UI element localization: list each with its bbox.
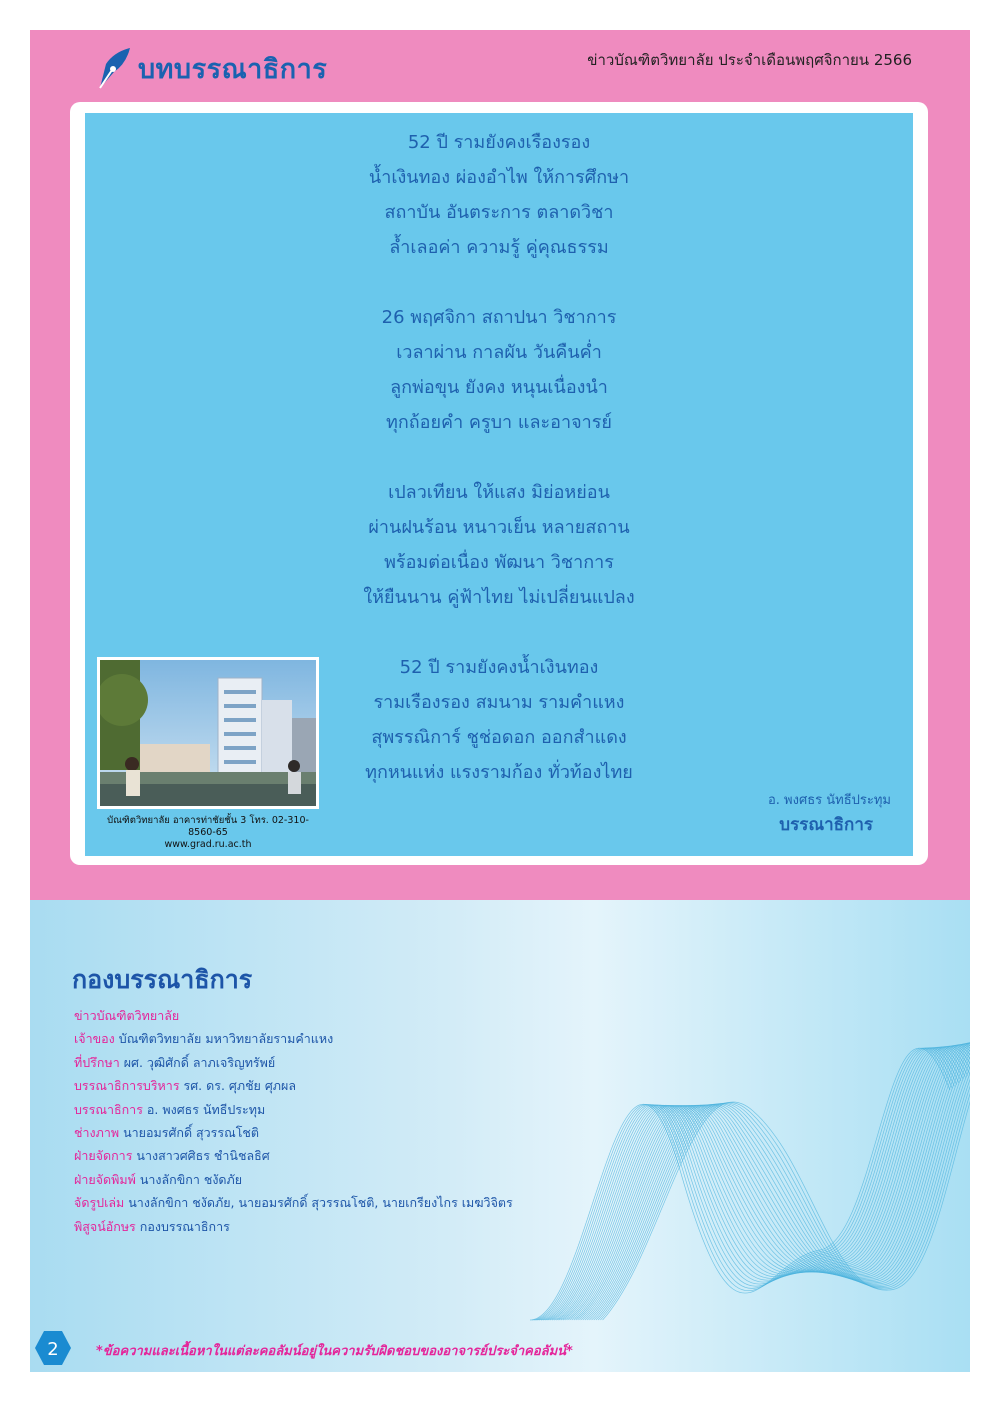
poem-stanza (85, 475, 913, 615)
poem-line: เวลาผ่าน กาลผัน วันคืนค่ำ (396, 342, 602, 363)
poem-line: ผ่านฝนร้อน หนาวเย็น หลายสถาน (368, 517, 630, 538)
board-row (74, 1004, 513, 1027)
editorial-card (70, 102, 928, 865)
board-member: นายอมรศักดิ์ สุวรรณโชติ (123, 1124, 260, 1140)
board-role: พิสูจน์อักษร (74, 1218, 136, 1234)
section-logo (96, 46, 327, 90)
poem-line: ให้ยืนนาน คู่ฟ้าไทย ไม่เปลี่ยนแปลง (363, 587, 635, 608)
section-title: บทบรรณาธิการ (138, 53, 328, 85)
board-member: อ. พงศธร นัทธีประทุม (146, 1101, 266, 1117)
board-member: กองบรรณาธิการ (139, 1218, 230, 1234)
board-row (74, 1191, 513, 1214)
board-row (74, 1215, 513, 1238)
poem-line: เปลวเทียน ให้แสง มิย่อหย่อน (388, 482, 610, 503)
poem-line: 26 พฤศจิกา สถาปนา วิชาการ (381, 307, 617, 328)
board-row (74, 1051, 513, 1074)
poem-line: ลูกพ่อขุน ยังคง หนุนเนื่องนำ (390, 377, 608, 398)
author-name: อ. พงศธร นัทธีประทุม (767, 793, 891, 808)
board-role: ฝ่ายจัดการ (74, 1148, 133, 1164)
poem-line: พร้อมต่อเนื่อง พัฒนา วิชาการ (384, 552, 614, 573)
photo-caption-line2: www.grad.ru.ac.th (164, 839, 252, 850)
board-role: จัดรูปเล่ม (74, 1195, 125, 1211)
board-role: บรรณาธิการบริหาร (74, 1078, 180, 1094)
poem-stanza (85, 125, 913, 265)
issue-label: ข่าวบัณฑิตวิทยาลัย ประจำเดือนพฤศจิกายน 2566 (587, 51, 912, 69)
poem-line: ล้ำเลอค่า ความรู้ คู่คุณธรรม (389, 237, 609, 258)
board-row (74, 1121, 513, 1144)
wave-line (532, 1048, 952, 1320)
board-row (74, 1144, 513, 1167)
board-role: เจ้าของ (74, 1031, 115, 1047)
board-member: นางลักขิกา ชงัดภัย (139, 1171, 243, 1187)
top-pink-section (30, 30, 970, 900)
poem-line: 52 ปี รามยังคงน้ำเงินทอง (399, 657, 599, 678)
photo-caption-line1: บัณฑิตวิทยาลัย อาคารท่าชัยชั้น 3 โทร. 02-310-8560-65 (107, 815, 309, 838)
poem-line: ทุกหนแห่ง แรงรามก้อง ทั่วท้องไทย (365, 762, 633, 783)
poem-line: 52 ปี รามยังคงเรืองรอง (407, 132, 591, 153)
poem-line: สถาบัน อันตระการ ตลาดวิชา (384, 202, 614, 223)
board-row (74, 1168, 513, 1191)
board-member: นางสาวศศิธร ชำนิชลธิศ (136, 1148, 270, 1164)
board-role: บรรณาธิการ (74, 1101, 143, 1117)
poem-line: ทุกถ้อยคำ ครูบา และอาจารย์ (386, 412, 612, 433)
board-role: ฝ่ายจัดพิมพ์ (74, 1171, 136, 1187)
building-photo (97, 657, 319, 809)
fountain-pen-icon (96, 46, 132, 90)
board-member: ผศ. วุฒิศักดิ์ ลาภเจริญทรัพย์ (123, 1054, 276, 1070)
board-row (74, 1098, 513, 1121)
editorial-board-list (74, 1004, 513, 1238)
board-member: บัณฑิตวิทยาลัย มหาวิทยาลัยรามคำแหง (118, 1031, 334, 1047)
poem-line: รามเรืองรอง สมนาม รามคำแหง (373, 692, 625, 713)
footnote: *ข้อความและเนื้อหาในแต่ละคอลัมน์อยู่ในความรับผิดชอบของอาจารย์ประจำคอลัมน์* (96, 1344, 573, 1359)
page-number-badge (34, 1330, 72, 1366)
board-role: ข่าวบัณฑิตวิทยาลัย (74, 1008, 180, 1023)
building-photo-image (100, 660, 316, 806)
board-member: รศ. ดร. ศุภชัย ศุภผล (183, 1078, 297, 1094)
editorial-board-title: กองบรรณาธิการ (72, 965, 253, 994)
board-row (74, 1074, 513, 1097)
editorial-panel (85, 113, 913, 856)
board-role: ช่างภาพ (74, 1124, 120, 1140)
photo-caption (97, 815, 319, 851)
board-role: ที่ปรึกษา (74, 1054, 120, 1070)
board-row (74, 1027, 513, 1050)
bottom-section (30, 900, 970, 1372)
poem-line: สุพรรณิการ์ ชูช่อดอก ออกสำแดง (371, 727, 627, 748)
poem-line: น้ำเงินทอง ผ่องอำไพ ให้การศึกษา (368, 167, 630, 188)
poem-stanza (85, 300, 913, 440)
page-number: 2 (47, 1339, 59, 1360)
author-title: บรรณาธิการ (779, 815, 873, 835)
page (30, 30, 970, 1372)
board-member: นางลักขิกา ชงัดภัย, นายอมรศักดิ์ สุวรรณโชติ, นายเกรียงไกร เมฆวิจิตร (128, 1195, 513, 1211)
